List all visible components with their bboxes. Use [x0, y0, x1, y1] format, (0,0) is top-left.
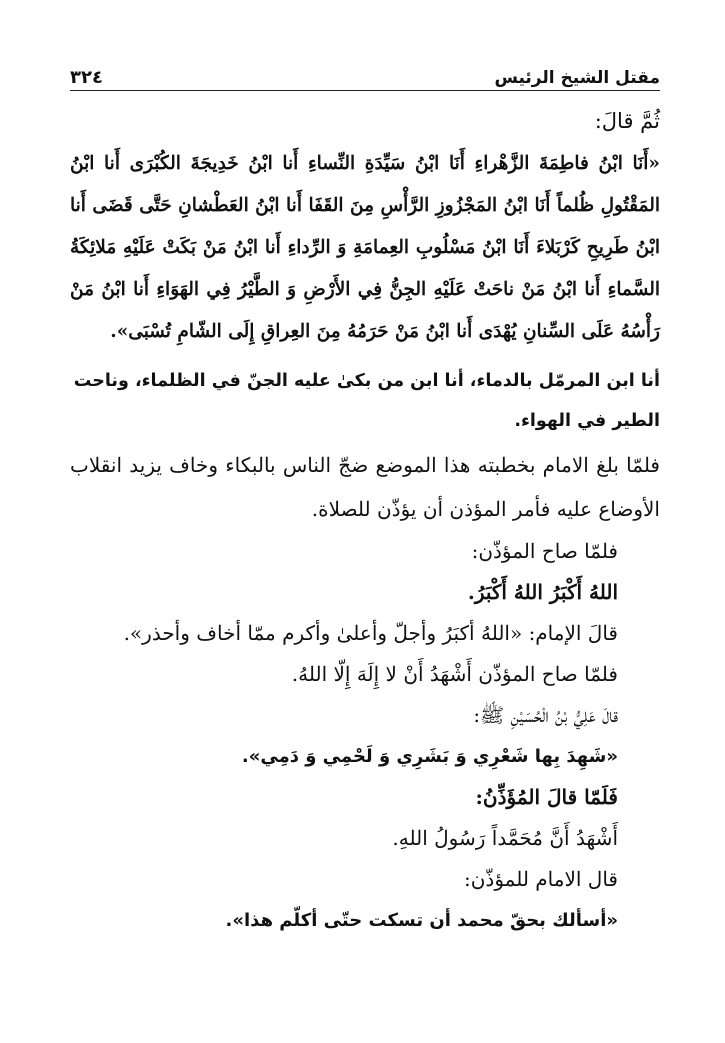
text-line: فلمّا صاح المؤذّن أَشْهَدُ أَنْ لا إِلَهَ إِلّا اللهُ.: [291, 662, 618, 686]
text-line: اللهُ أَكْبَرُ اللهُ أَكْبَرُ.: [467, 580, 618, 604]
translation-paragraph: أنا ابن المرمّل بالدماء، أنا ابن من بكىٰ عليه الجنّ في الظلماء، وناحت الطير في الهواء.: [73, 371, 660, 431]
narration-paragraph: فلمّا بلغ الامام بخطبته هذا الموضع ضجّ الناس بالبكاء وخاف يزيد انقلاب الأوضاع عليه فأمر المؤذن أن يؤذّن للصلاة.: [70, 453, 660, 521]
running-header: [70, 58, 660, 91]
sermon-quote: «أَنَا ابْنُ فاطِمَةَ الزَّهْراءِ أَنَا ابْنُ سَيِّدَةِ النِّساءِ أَنا ابْنُ خَدِيجَةَ الكُبْرَى أَنا ابْنُ المَقْتُولِ ظُلماً أَنَا ابْنُ المَجْزُوزِ الرَّأْسِ مِنَ القَفَا أَنا ابْنُ العَطْشانِ حَتَّى قَضَى أَنا ابْنُ طَرِيحِ كَرْبَلاءَ أَنَا ابْنُ مَسْلُوبِ العِمامَةِ وَ الرِّداءِ أَنا ابْنُ مَنْ بَكَتْ عَلَيْهِ مَلائِكَةُ السَّماءِ أَنا ابْنُ مَنْ ناحَتْ عَلَيْهِ الجِنُّ فِي الأَرْضِ وَ الطَّيْرُ فِي الهَوَاءِ أَنا ابْنُ مَنْ رَأْسُهُ عَلَى السِّنانِ يُهْدَى أَنا ابْنُ مَنْ حَرَمُهُ مِنَ العِراقِ إِلَى الشّامِ تُسْبَى».: [70, 153, 660, 342]
text-line: أَشْهَدُ أَنَّ مُحَمَّداً رَسُولُ اللهِ.: [392, 826, 618, 850]
text-line: قالَ الإمام: «اللهُ أكبَرُ وأجلّ وأعلىٰ وأكرم ممّا أخاف وأحذر».: [123, 621, 618, 645]
text-line: قالَ عَلِيُّ بْنُ الْحُسَيْنِ ﷺ:: [473, 703, 618, 727]
text-line: «أسألك بحقّ محمد أن تسكت حتّى أكلّم هذا».: [225, 910, 618, 931]
page: [70, 58, 660, 941]
page-number: ٣٢٤: [70, 67, 103, 88]
book-title: مقتل الشيخ الرئيس: [494, 68, 660, 88]
text-line: قال الامام للمؤذّن:: [464, 867, 618, 891]
text-line: «شَهِدَ بِها شَعْرِي وَ بَشَرِي وَ لَحْمِي وَ دَمِي».: [241, 746, 618, 767]
intro-line: ثُمَّ قالَ:: [594, 109, 660, 133]
page-body: [70, 109, 660, 941]
text-line: فلمّا صاح المؤذّن:: [471, 539, 618, 563]
text-line: فَلَمّا قالَ المُؤَذِّنُ:: [475, 785, 618, 809]
